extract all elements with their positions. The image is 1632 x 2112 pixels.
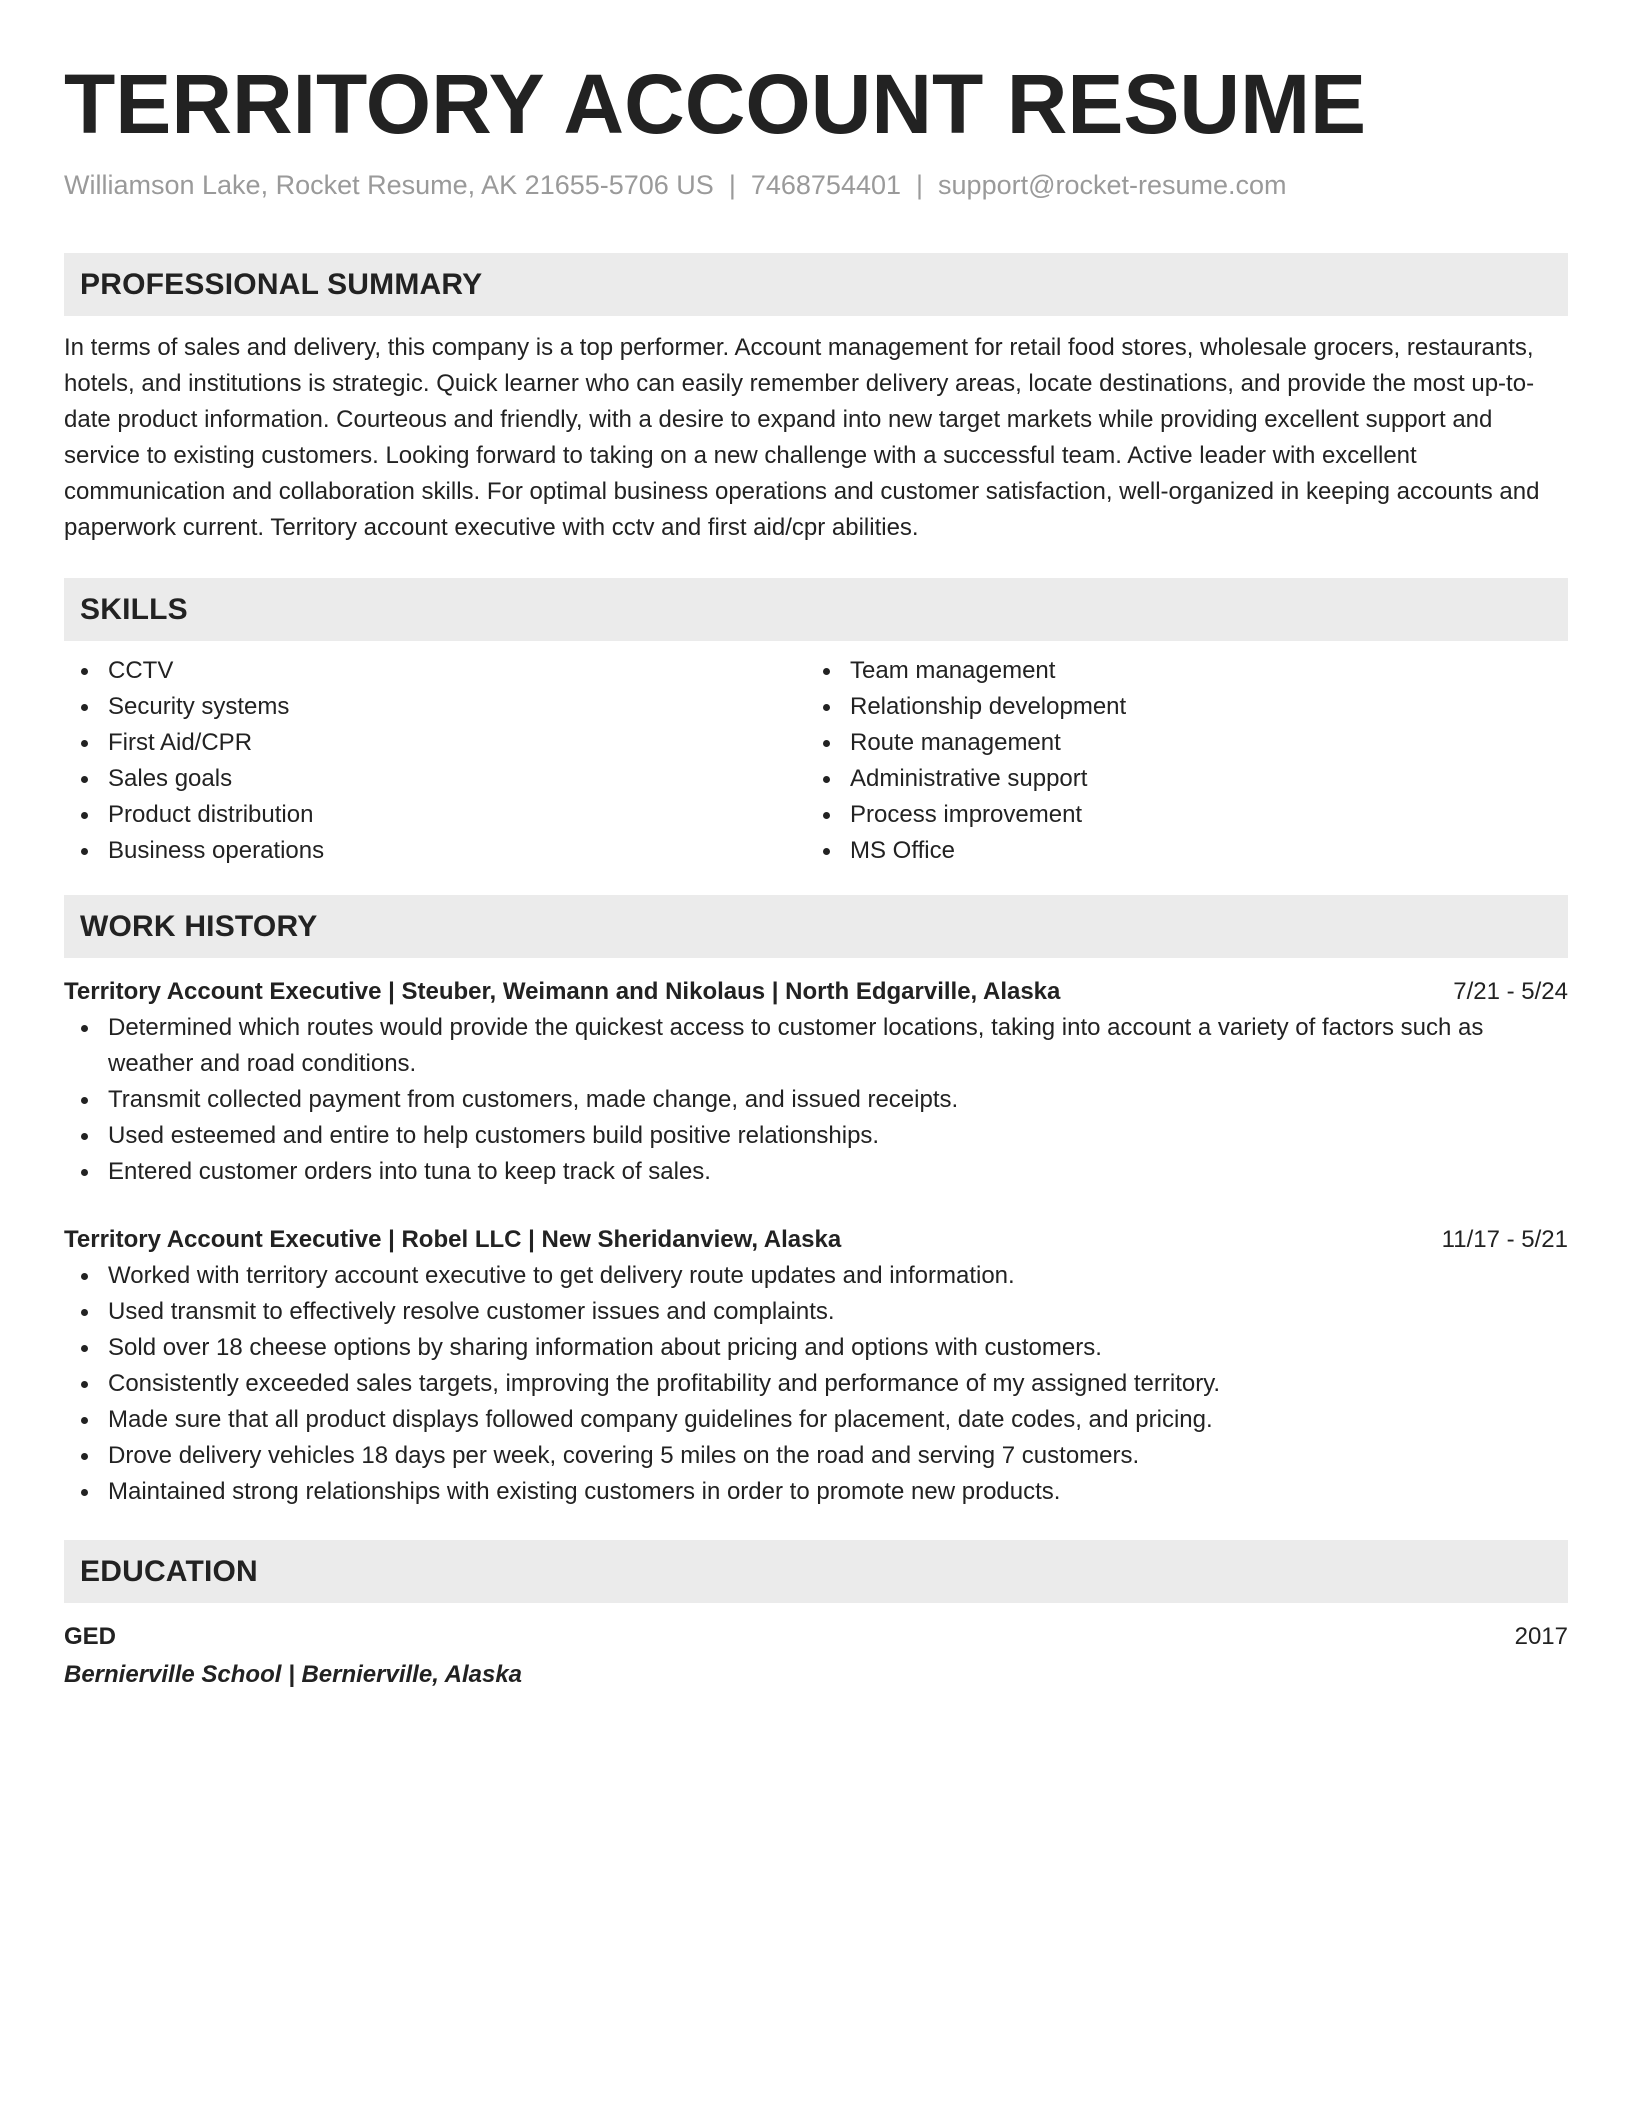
skills-column-right [806,653,1548,869]
resume-title: TERRITORY ACCOUNT RESUME [64,57,1367,151]
education-school: Bernierville School | Bernierville, Alaska [64,1661,523,1688]
skills-heading: SKILLS [64,578,1568,641]
education-degree: GED [64,1623,117,1650]
job-bullet: Used esteemed and entire to help customers build positive relationships. [64,1118,1568,1154]
job-bullet: Transmit collected payment from customers, made change, and issued receipts. [64,1082,1568,1118]
skill-item: CCTV [64,653,806,689]
contact-separator: | [916,170,924,200]
job-bullet: Determined which routes would provide the quickest access to customer locations, taking into account a variety of factors such as weather and road conditions. [64,1010,1568,1082]
skill-item: Product distribution [64,797,806,833]
skill-item: Relationship development [806,689,1548,725]
contact-address: Williamson Lake, Rocket Resume, AK 21655-5706 US [64,170,714,200]
skill-item: MS Office [806,833,1548,869]
skill-item: Security systems [64,689,806,725]
contact-email: support@rocket-resume.com [938,170,1287,200]
job-dates: 7/21 - 5/24 [1453,978,1568,1005]
skill-item: Process improvement [806,797,1548,833]
job-bullet: Maintained strong relationships with existing customers in order to promote new products. [64,1474,1568,1510]
skill-item: Route management [806,725,1548,761]
skill-item: Team management [806,653,1548,689]
skill-item: Administrative support [806,761,1548,797]
job-bullet: Worked with territory account executive to get delivery route updates and information. [64,1258,1568,1294]
summary-heading: PROFESSIONAL SUMMARY [64,253,1568,316]
contact-separator: | [728,170,736,200]
resume-page [64,54,1568,1693]
job-bullet: Drove delivery vehicles 18 days per week, covering 5 miles on the road and serving 7 customers. [64,1438,1568,1474]
job-bullet: Sold over 18 cheese options by sharing information about pricing and options with customers. [64,1330,1568,1366]
job-bullets [64,1258,1568,1510]
summary-text: In terms of sales and delivery, this company is a top performer. Account management for retail food stores, wholesale grocers, restaurants, hotels, and institutions is strategic. Quick learner who can easily remember delivery areas, locate destinations, and provide the most up-to-date product information. Courteous and friendly, with a desire to expand into new target markets while providing excellent support and service to existing customers. Looking forward to taking on a new challenge with a successful team. Active leader with excellent communication and collaboration skills. For optimal business operations and customer satisfaction, well-organized in keeping accounts and paperwork current. Territory account executive with cctv and first aid/cpr abilities. [64,334,1540,541]
education-heading: EDUCATION [64,1540,1568,1603]
job-dates: 11/17 - 5/21 [1441,1226,1568,1253]
job-title: Territory Account Executive | Steuber, Weimann and Nikolaus | North Edgarville, Alaska [64,978,1061,1005]
job-bullet: Made sure that all product displays followed company guidelines for placement, date codes, and pricing. [64,1402,1568,1438]
education-header [64,1619,1568,1655]
job-bullet: Used transmit to effectively resolve customer issues and complaints. [64,1294,1568,1330]
job-bullets [64,1010,1568,1190]
contact-phone: 7468754401 [750,170,902,200]
education-year: 2017 [1514,1623,1568,1650]
work-history-heading: WORK HISTORY [64,895,1568,958]
skill-item: First Aid/CPR [64,725,806,761]
skills-column-left [64,653,806,869]
job-title: Territory Account Executive | Robel LLC | New Sheridanview, Alaska [64,1226,842,1253]
skill-item: Sales goals [64,761,806,797]
job-header [64,1222,1568,1258]
job-bullet: Consistently exceeded sales targets, improving the profitability and performance of my assigned territory. [64,1366,1568,1402]
job-header [64,974,1568,1010]
contact-line [64,170,1568,201]
skills-grid [64,653,1568,869]
job-bullet: Entered customer orders into tuna to keep track of sales. [64,1154,1568,1190]
skill-item: Business operations [64,833,806,869]
